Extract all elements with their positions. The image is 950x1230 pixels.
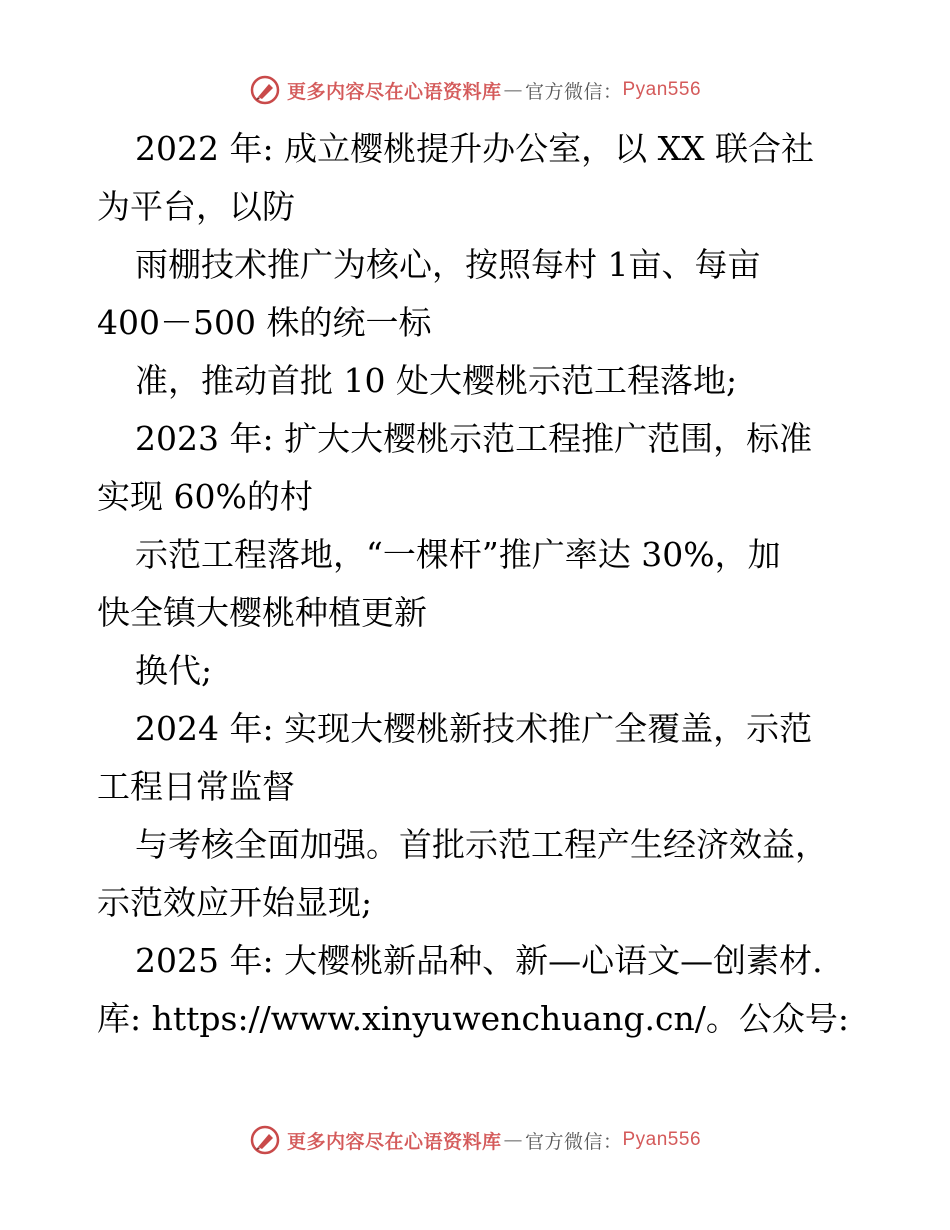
- paragraph-line: 换代;: [135, 651, 213, 690]
- banner-wechat-label: 官方微信：: [524, 80, 623, 103]
- paragraph-line: 库: https://www.xinyuwenchuang.cn/。公众号:: [97, 999, 849, 1038]
- banner-title: 更多内容尽在心语资料库: [286, 80, 502, 103]
- banner-title: 更多内容尽在心语资料库: [286, 1130, 502, 1153]
- paragraph-line: 400－500 株的统一标: [97, 303, 432, 342]
- banner-dash: —: [503, 1129, 523, 1151]
- banner-dash: —: [503, 79, 523, 101]
- paragraph-line: 与考核全面加强。首批示范工程产生经济效益，: [135, 825, 828, 864]
- paragraph-line: 2022 年: 成立樱桃提升办公室，以 XX 联合社: [135, 129, 815, 168]
- paragraph-line: 快全镇大樱桃种植更新: [97, 593, 427, 632]
- footer-banner: [0, 1122, 950, 1158]
- paragraph-line: 准，推动首批 10 处大樱桃示范工程落地;: [135, 361, 738, 400]
- paragraph-line: 示范工程落地，“一棵杆”推广率达 30%，加: [135, 535, 781, 574]
- banner-wechat-label: 官方微信：: [524, 1130, 623, 1153]
- paragraph-line: 实现 60%的村: [97, 477, 313, 516]
- paragraph-line: 2023 年: 扩大大樱桃示范工程推广范围，标准: [135, 419, 813, 458]
- paragraph-line: 为平台，以防: [97, 187, 295, 226]
- paragraph-line: 2024 年: 实现大樱桃新技术推广全覆盖，示范: [135, 709, 813, 748]
- banner-wechat-id: Pyan556: [622, 1129, 702, 1150]
- banner-wechat-id: Pyan556: [622, 79, 702, 100]
- pen-nib-icon: [249, 1124, 281, 1156]
- paragraph-line: 工程日常监督: [97, 767, 295, 806]
- pen-nib-icon: [249, 74, 281, 106]
- paragraph-line: 示范效应开始显现;: [97, 883, 373, 922]
- header-banner: [0, 72, 950, 108]
- document-body: [97, 120, 849, 1048]
- paragraph-line: 雨棚技术推广为核心，按照每村 1亩、每亩: [135, 245, 761, 284]
- paragraph-line: 2025 年: 大樱桃新品种、新—心语文—创素材.: [135, 941, 823, 980]
